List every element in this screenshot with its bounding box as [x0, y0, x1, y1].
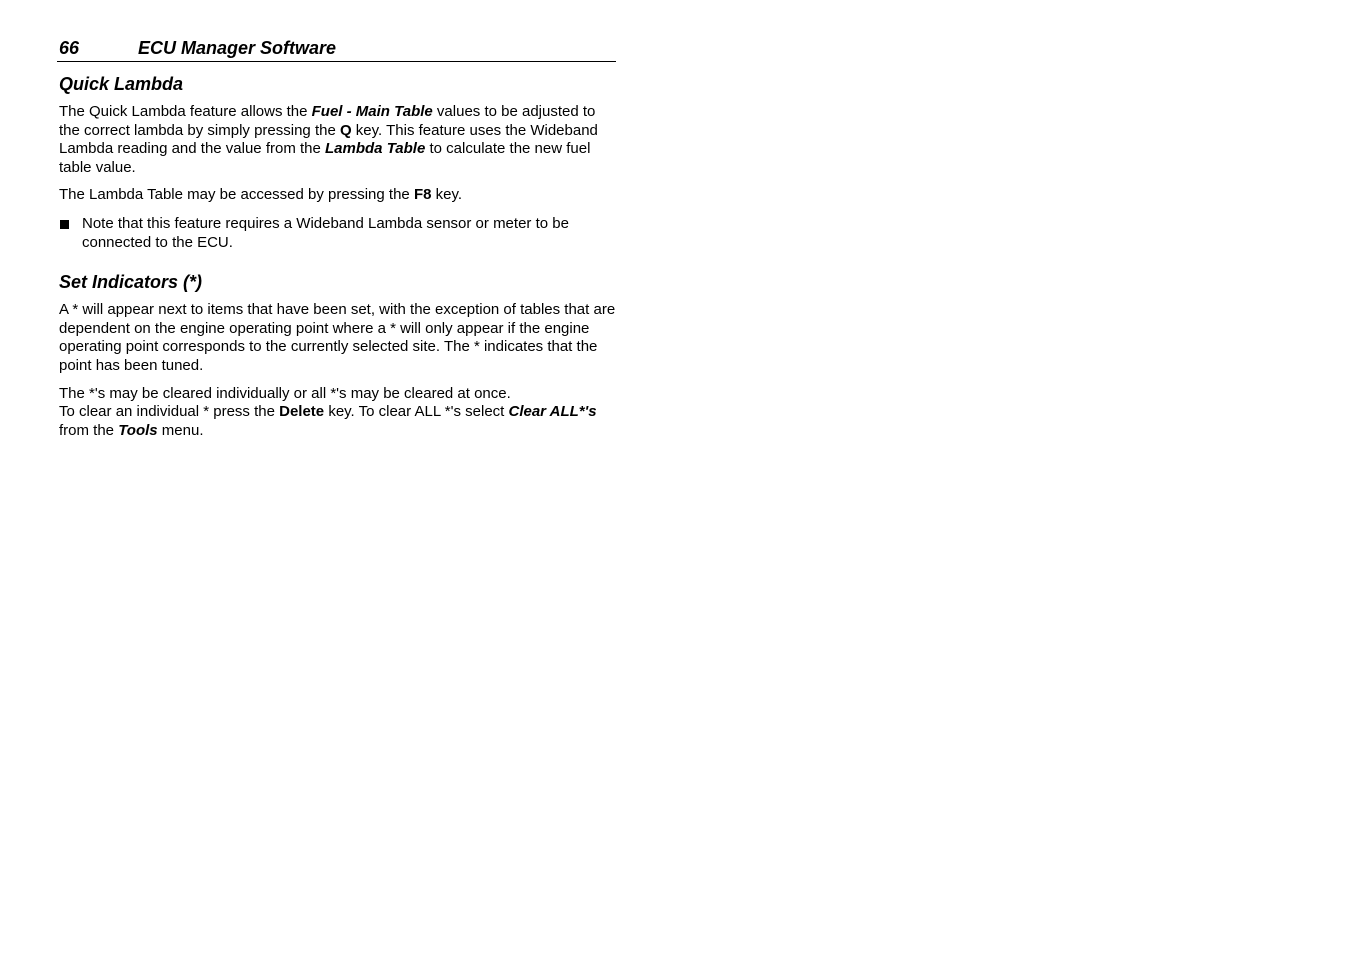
- key-q: Q: [339, 121, 352, 139]
- text-run: key.: [431, 186, 463, 204]
- text-run: key. This feature uses the Wideband Lambda reading and the value from the: [59, 121, 598, 158]
- square-bullet-icon: [60, 220, 69, 229]
- quick-lambda-paragraph-1: [59, 103, 616, 177]
- quick-lambda-paragraph-2: [59, 186, 616, 205]
- note-wideband-requirement: [59, 215, 616, 252]
- page-header: [57, 37, 616, 62]
- key-delete: Delete: [279, 403, 325, 421]
- set-indicators-paragraph-1: A * will appear next to items that have been set, with the exception of tables that are dependent on the engine operating point where a * will only appear if the engine operating point corresponds to the currently selected site. The * indicates that the point has been tuned.: [59, 301, 616, 374]
- term-fuel-main-table: Fuel - Main Table: [311, 103, 433, 120]
- section-quick-lambda: [59, 73, 616, 252]
- running-title: ECU Manager Software: [138, 38, 337, 58]
- text-run: from the: [59, 421, 119, 439]
- menu-tools: Tools: [118, 421, 158, 439]
- page-number: 66: [59, 38, 80, 58]
- text-run: menu.: [157, 421, 204, 439]
- text-run: The *'s may be cleared individually or all *'s may be cleared at once.: [59, 384, 511, 402]
- key-f8: F8: [413, 186, 432, 204]
- term-lambda-table: Lambda Table: [325, 140, 426, 158]
- section-heading-set-indicators: Set Indicators (*): [59, 272, 203, 293]
- set-indicators-paragraph-2: [59, 385, 616, 441]
- note-text: Note that this feature requires a Wideband Lambda sensor or meter to be connected to the ECU.: [82, 214, 569, 251]
- text-run: values to be adjusted to the correct lambda by simply pressing the: [59, 103, 596, 139]
- text-run: The Lambda Table may be accessed by pressing the: [59, 186, 414, 204]
- section-heading-quick-lambda: Quick Lambda: [59, 74, 184, 94]
- text-run: To clear an individual * press the: [59, 403, 280, 421]
- section-set-indicators: [59, 271, 616, 440]
- menu-item-clear-all: Clear ALL*'s: [508, 403, 597, 421]
- manual-page: [59, 37, 616, 440]
- text-run: to calculate the new fuel table value.: [59, 140, 591, 176]
- text-run: The Quick Lambda feature allows the: [59, 103, 312, 120]
- text-run: key. To clear ALL *'s select: [324, 403, 509, 421]
